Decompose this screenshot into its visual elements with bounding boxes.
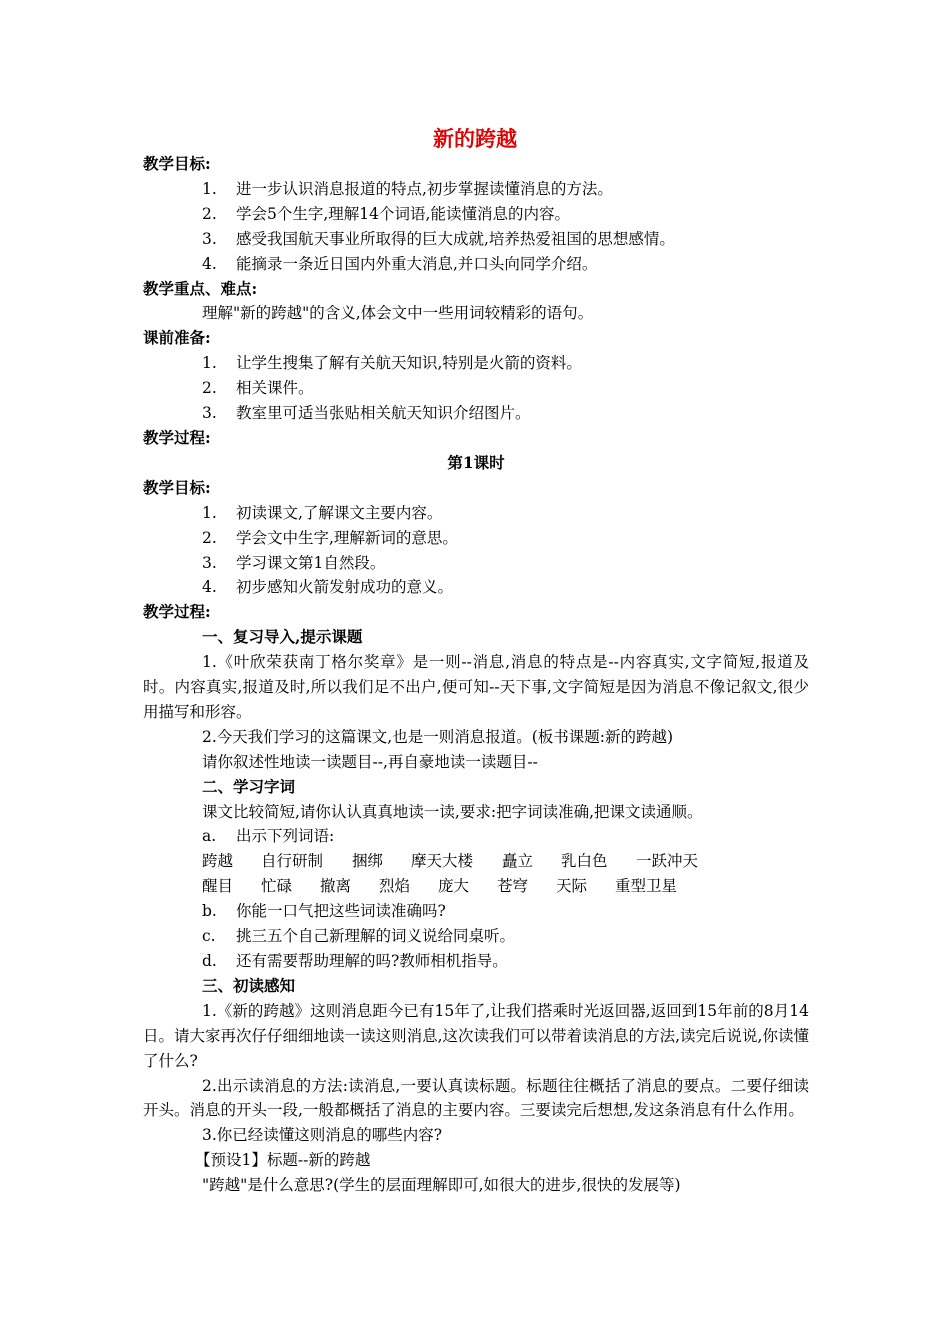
vocab-word: 重型卫星 bbox=[615, 877, 678, 896]
lesson-goals-heading: 教学目标: bbox=[143, 477, 211, 497]
list-item: 3. 学习课文第1自然段。 bbox=[202, 553, 386, 572]
list-item: a. 出示下列词语: bbox=[202, 827, 335, 846]
section-heading: 二、学习字词 bbox=[202, 776, 296, 796]
list-item: 3. 感受我国航天事业所取得的巨大成就,培养热爱祖国的思想感情。 bbox=[202, 229, 675, 248]
lesson-process-heading: 教学过程: bbox=[143, 602, 211, 622]
vocab-word: 一跃冲天 bbox=[636, 852, 699, 871]
paragraph: 【预设1】标题--新的跨越 bbox=[195, 1151, 371, 1170]
paragraph: 1.《新的跨越》这则消息距今已有15年了,让我们搭乘时光返回器,返回到15年前的8月14日。请大家再次仔仔细细地读一读这则消息,这次读我们可以带着读消息的方法,读完后说说,你读懂了什么? bbox=[143, 1001, 809, 1070]
vocab-word: 醒目 bbox=[202, 877, 234, 896]
vocab-word: 撤离 bbox=[320, 877, 352, 896]
vocab-word: 烈焰 bbox=[379, 877, 411, 896]
vocab-word: 天际 bbox=[556, 877, 588, 896]
vocab-word: 忙碌 bbox=[261, 877, 293, 896]
vocab-word: 乳白色 bbox=[561, 852, 608, 871]
process-heading: 教学过程: bbox=[143, 427, 211, 447]
list-item: c. 挑三五个自己新理解的词义说给同桌听。 bbox=[202, 927, 516, 946]
list-item: b. 你能一口气把这些词读准确吗? bbox=[202, 902, 446, 921]
vocab-word: 庞大 bbox=[438, 877, 470, 896]
vocab-word: 苍穹 bbox=[497, 877, 529, 896]
goals-heading: 教学目标: bbox=[143, 154, 211, 173]
prep-heading: 课前准备: bbox=[143, 328, 211, 348]
section-heading: 一、复习导入,提示课题 bbox=[202, 627, 363, 647]
paragraph: "跨越"是什么意思?(学生的层面理解即可,如很大的进步,很快的发展等) bbox=[202, 1176, 681, 1195]
key-points-text: 理解"新的跨越"的含义,体会文中一些用词较精彩的语句。 bbox=[202, 304, 594, 323]
vocab-word: 摩天大楼 bbox=[411, 852, 474, 871]
list-item: 1. 进一步认识消息报道的特点,初步掌握读懂消息的方法。 bbox=[202, 179, 613, 198]
word-row bbox=[143, 849, 809, 874]
vocab-word: 跨越 bbox=[202, 852, 234, 871]
paragraph: 3.你已经读懂这则消息的哪些内容? bbox=[202, 1126, 443, 1145]
list-item: 4. 初步感知火箭发射成功的意义。 bbox=[202, 578, 454, 597]
vocab-word: 捆绑 bbox=[352, 852, 384, 871]
paragraph: 课文比较简短,请你认认真真地读一读,要求:把字词读准确,把课文读通顺。 bbox=[202, 802, 703, 821]
document-title: 新的跨越 bbox=[433, 126, 517, 151]
list-item: 3. 教室里可适当张贴相关航天知识介绍图片。 bbox=[202, 404, 531, 423]
lesson-title: 第1课时 bbox=[447, 452, 505, 472]
document-body bbox=[143, 152, 809, 1198]
key-points-heading: 教学重点、难点: bbox=[143, 278, 258, 298]
list-item: 1. 初读课文,了解课文主要内容。 bbox=[202, 503, 443, 522]
list-item: d. 还有需要帮助理解的吗?教师相机指导。 bbox=[202, 952, 508, 970]
section-heading: 三、初读感知 bbox=[202, 975, 296, 995]
list-item: 4. 能摘录一条近日国内外重大消息,并口头向同学介绍。 bbox=[202, 254, 598, 273]
paragraph: 2.出示读消息的方法:读消息,一要认真读标题。标题往往概括了消息的要点。二要仔细读开头。消息的开头一段,一般都概括了消息的主要内容。三要读完后想想,发这条消息有什么作用。 bbox=[143, 1076, 809, 1120]
paragraph: 请你叙述性地读一读题目--,再自豪地读一读题目-- bbox=[202, 752, 538, 771]
list-item: 2. 学会5个生字,理解14个词语,能读懂消息的内容。 bbox=[202, 204, 570, 223]
list-item: 2. 相关课件。 bbox=[202, 379, 314, 398]
vocab-word: 自行研制 bbox=[261, 852, 324, 871]
paragraph: 2.今天我们学习的这篇课文,也是一则消息报道。(板书课题:新的跨越) bbox=[202, 727, 674, 746]
word-row bbox=[143, 874, 809, 899]
list-item: 2. 学会文中生字,理解新词的意思。 bbox=[202, 528, 458, 547]
list-item: 1. 让学生搜集了解有关航天知识,特别是火箭的资料。 bbox=[202, 354, 582, 373]
vocab-word: 矗立 bbox=[502, 852, 534, 871]
paragraph: 1.《叶欣荣获南丁格尔奖章》是一则--消息,消息的特点是--内容真实,文字简短,报道及时。内容真实,报道及时,所以我们足不出户,便可知--天下事,文字简短是因为消息不像记叙文,很少用描写和形容。 bbox=[143, 653, 809, 721]
